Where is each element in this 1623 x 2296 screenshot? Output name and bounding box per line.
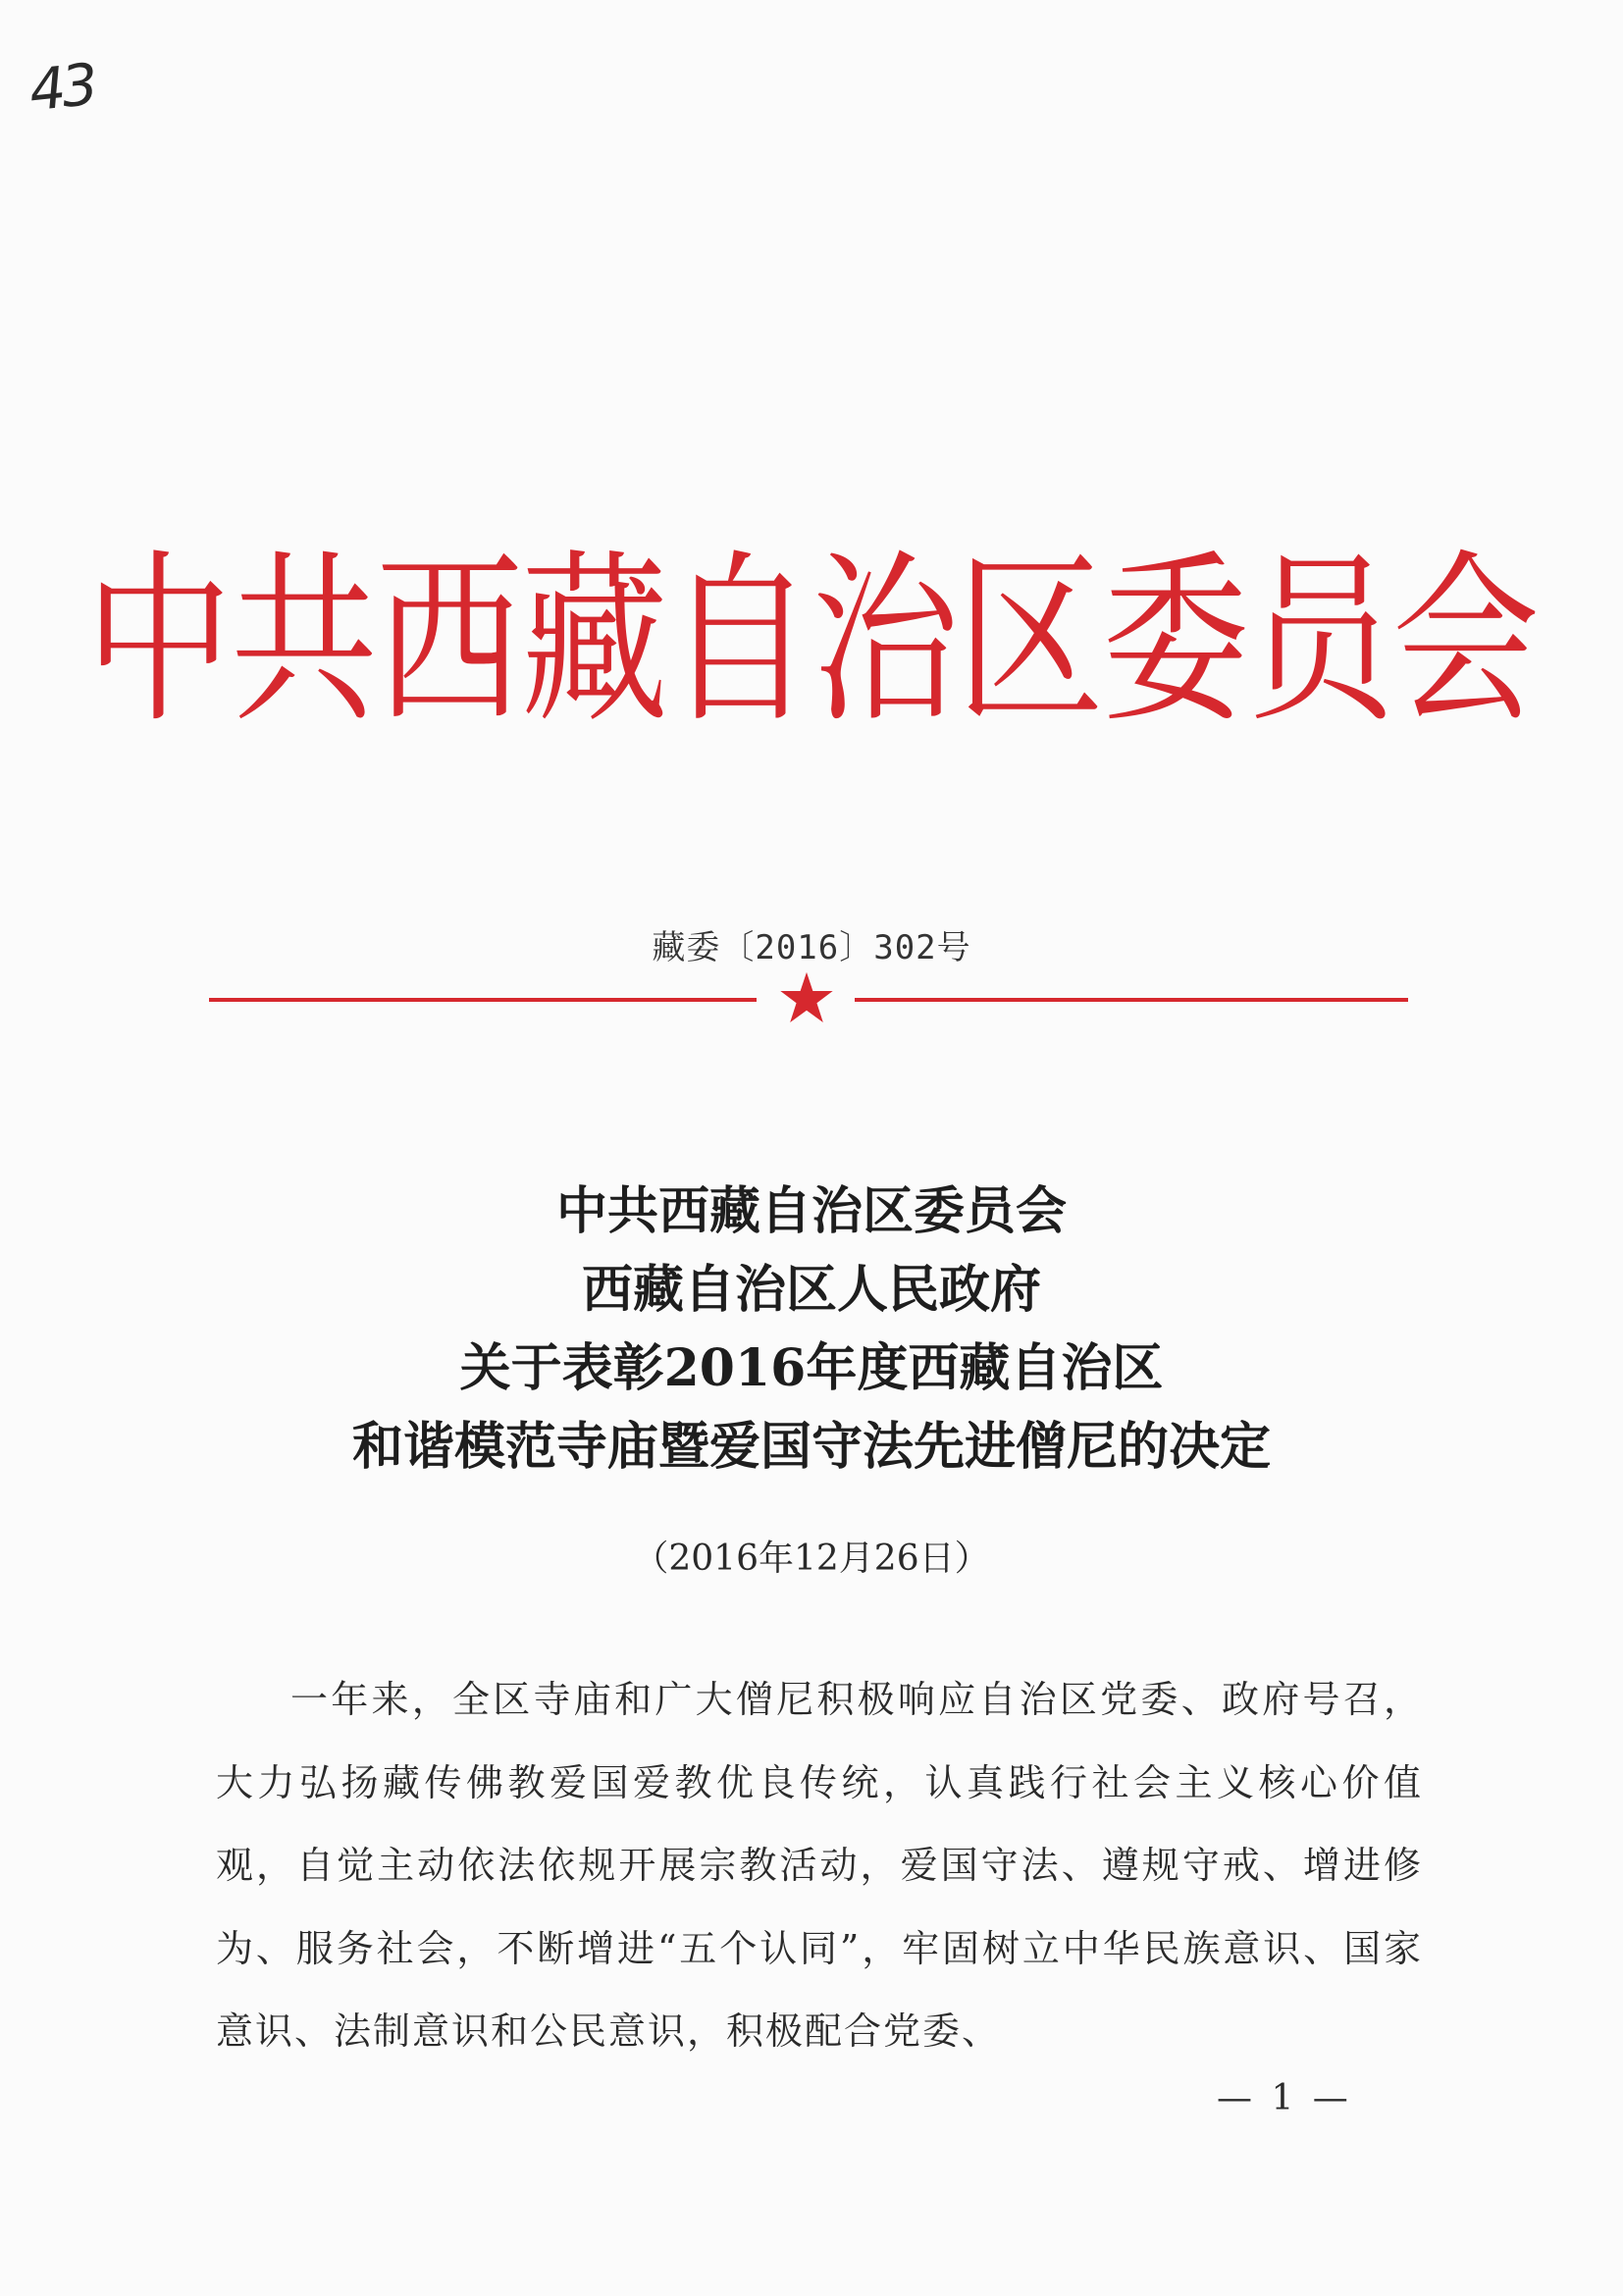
title-line-4: 和谐模范寺庙暨爱国守法先进僧尼的决定 [351, 1417, 1271, 1477]
handwritten-page-mark: 43 [26, 50, 98, 125]
title-line-1: 中共西藏自治区委员会 [555, 1181, 1067, 1241]
body-paragraph: 一年来，全区寺庙和广大僧尼积极响应自治区党委、政府号召，大力弘扬藏传佛教爱国爱教优良传统，认真践行社会主义核心价值观，自觉主动依法依规开展宗教活动，爱国守法、遵规守戒、增进修为、服务社会，不断增进“五个认同”，牢固树立中华民族意识、国家意识、法制意识和公民意识，积极配合党委、 [216, 1678, 1423, 2054]
title-line-2: 西藏自治区人民政府 [581, 1260, 1041, 1320]
red-divider-right [855, 998, 1408, 1002]
letterhead-title: 中共西藏自治区委员会 [84, 535, 1538, 749]
red-divider-left [209, 998, 757, 1002]
red-star-icon [778, 969, 835, 1026]
document-date: （2016年12月26日） [633, 1539, 990, 1579]
document-number: 藏委〔2016〕302号 [652, 928, 971, 967]
title-line-3: 关于表彰2016年度西藏自治区 [459, 1338, 1164, 1398]
page-number: — 1 — [1217, 2078, 1352, 2118]
document-title [0, 1173, 1623, 1487]
